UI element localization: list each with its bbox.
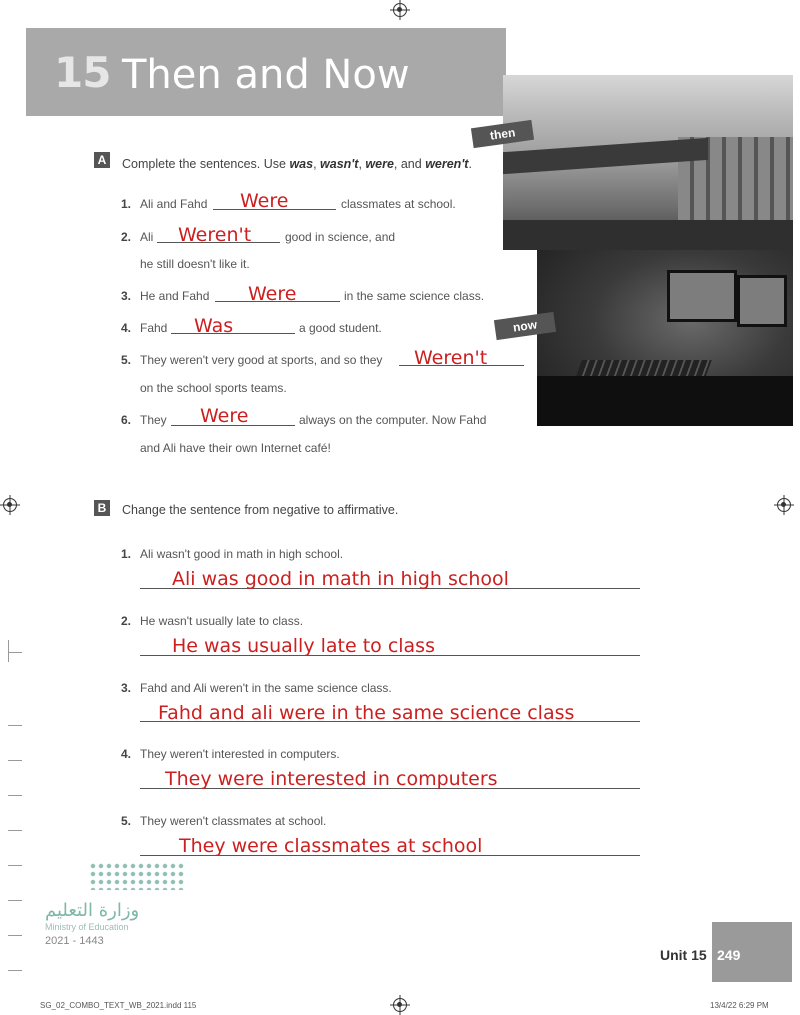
item-prompt: Fahd and Ali weren't in the same science class. [140,681,392,695]
crop-mark [8,795,22,796]
handwritten-answer: Was [194,315,234,337]
section-b-instruction: Change the sentence from negative to affirmative. [122,503,399,517]
item-number: 4. [121,321,132,335]
item-number: 3. [121,681,132,695]
crop-mark [8,865,22,866]
item-text: on the school sports teams. [140,381,287,395]
item-text: They weren't very good at sports, and so they [140,353,383,367]
handwritten-answer: They were interested in computers [165,768,498,790]
crop-mark [8,760,22,761]
item-prompt: They weren't classmates at school. [140,814,327,828]
section-b-badge: B [94,500,110,516]
item-text: good in science, and [285,230,396,244]
crop-mark [8,830,22,831]
handwritten-answer: He was usually late to class [172,635,435,657]
ministry-logo [45,862,185,952]
unit-label: Unit 15 [660,947,707,963]
ground [503,220,793,250]
item-text: They [140,413,167,427]
item-number: 4. [121,747,132,761]
item-text: he still doesn't like it. [140,257,250,271]
footer-timestamp: 13/4/22 6:29 PM [710,1001,769,1010]
item-number: 6. [121,413,132,427]
item-text: classmates at school. [341,197,456,211]
item-prompt: Ali wasn't good in math in high school. [140,547,344,561]
crop-mark [8,725,22,726]
item-number: 2. [121,614,132,628]
item-text: Ali [140,230,154,244]
item-text: and Ali have their own Internet café! [140,441,331,455]
logo-dots-icon [89,862,185,890]
unit-number: 15 [54,48,111,97]
page-title: Then and Now [122,52,410,98]
handwritten-answer: Weren't [414,347,488,369]
registration-mark-icon [393,3,407,17]
item-prompt: He wasn't usually late to class. [140,614,304,628]
item-number: 1. [121,197,132,211]
item-text: Ali and Fahd [140,197,208,211]
handwritten-answer: Weren't [178,224,252,246]
monitor-icon [737,275,787,327]
logo-year: 2021 - 1443 [45,935,104,947]
item-prompt: They weren't interested in computers. [140,747,340,761]
item-number: 5. [121,353,132,367]
logo-arabic-text: وزارة التعليم [45,900,140,921]
item-number: 5. [121,814,132,828]
handwritten-answer: Were [240,190,289,212]
item-number: 2. [121,230,132,244]
then-photo [503,75,793,250]
handwritten-answer: Fahd and ali were in the same science class [158,702,575,724]
item-text: Fahd [140,321,168,335]
registration-mark-icon [393,998,407,1012]
item-number: 1. [121,547,132,561]
crop-mark [8,652,22,653]
registration-mark-icon [3,498,17,512]
registration-mark-icon [777,498,791,512]
item-text: a good student. [299,321,382,335]
crop-bar [8,640,9,662]
section-a-instruction: Complete the sentences. Use was, wasn't, were, and weren't. [122,157,472,171]
handwritten-answer: They were classmates at school [179,835,483,857]
logo-english-text: Ministry of Education [45,922,129,932]
desk [537,376,793,426]
footer-file-name: SG_02_COMBO_TEXT_WB_2021.indd 115 [40,1001,197,1010]
item-text: always on the computer. Now Fahd [299,413,487,427]
crop-mark [8,935,22,936]
monitor-icon [667,270,737,322]
handwritten-answer: Were [200,405,249,427]
crop-mark [8,900,22,901]
item-number: 3. [121,289,132,303]
now-photo [537,250,793,426]
section-a-badge: A [94,152,110,168]
handwritten-answer: Ali was good in math in high school [172,568,509,590]
page-number: 249 [717,947,741,963]
now-tag: now [494,312,556,340]
crop-mark [8,970,22,971]
item-text: He and Fahd [140,289,210,303]
item-text: in the same science class. [344,289,485,303]
then-tag: then [471,120,535,148]
handwritten-answer: Were [248,283,297,305]
